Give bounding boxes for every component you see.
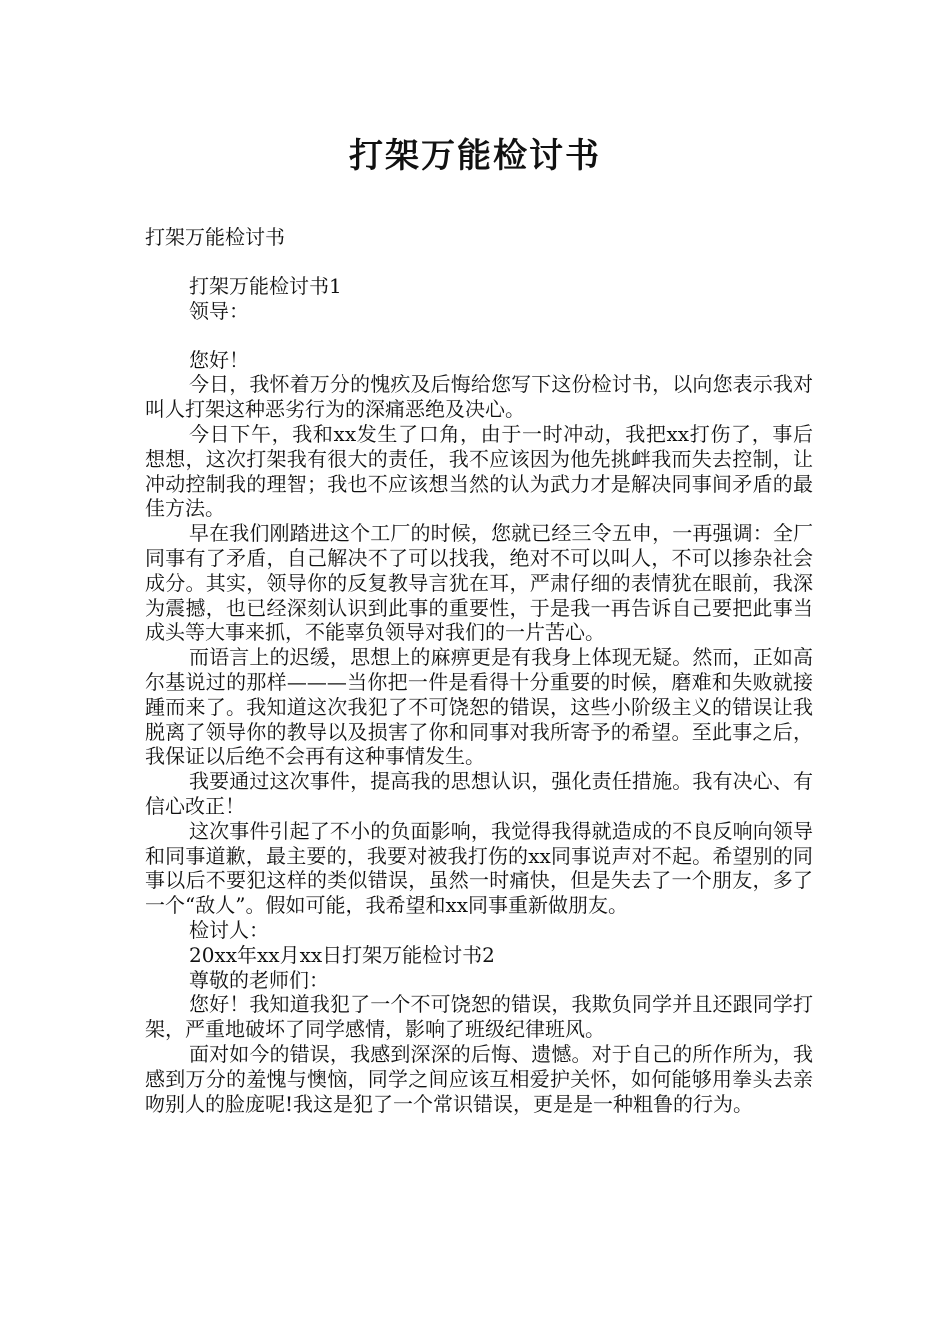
paragraph: 您好！我知道我犯了一个不可饶恕的错误，我欺负同学并且还跟同学打架，严重地破坏了同学感情，影响了班级纪律班风。 bbox=[145, 992, 813, 1042]
paragraph: 面对如今的错误，我感到深深的后悔、遗憾。对于自己的所作所为，我感到万分的羞愧与懊恼，同学之间应该互相爱护关怀，如何能够用拳头去亲吻别人的脸庞呢!我这是犯了一个常识错误，更是是一种粗鲁的行为。 bbox=[145, 1041, 813, 1116]
paragraph: 我要通过这次事件，提高我的思想认识，强化责任措施。我有决心、有信心改正！ bbox=[145, 769, 813, 818]
paragraph: 这次事件引起了不小的负面影响，我觉得我得就造成的不良反响向领导和同事道歉，最主要的，我要对被我打伤的xx同事说声对不起。希望别的同事以后不要犯这样的类似错误，虽然一时痛快，但是失去了一个朋友，多了一个“敌人”。假如可能，我希望和xx同事重新做朋友。 bbox=[145, 818, 813, 918]
paragraph: 早在我们刚踏进这个工厂的时候，您就已经三令五申，一再强调：全厂同事有了矛盾，自己解决不了可以找我，绝对不可以叫人，不可以掺杂社会成分。其实，领导你的反复教导言犹在耳，严肃仔细的表情犹在眼前，我深为震撼，也已经深刻认识到此事的重要性，于是我一再告诉自己要把此事当成头等大事来抓，不能辜负领导对我们的一片苦心。 bbox=[145, 521, 813, 645]
date-and-section-heading-2: 20xx年xx月xx日打架万能检讨书2 bbox=[189, 942, 495, 967]
document-body bbox=[145, 274, 813, 1116]
paragraph: 今日下午，我和xx发生了口角，由于一时冲动，我把xx打伤了，事后想想，这次打架我有很大的责任，我不应该因为他先挑衅我而失去控制，让冲动控制我的理智；我也不应该想当然的认为武力才是解决同事间矛盾的最佳方法。 bbox=[145, 421, 813, 521]
paragraph: 今日，我怀着万分的愧疚及后悔给您写下这份检讨书，以向您表示我对叫人打架这种恶劣行为的深痛恶绝及决心。 bbox=[145, 372, 813, 422]
paragraph: 而语言上的迟缓，思想上的麻痹更是有我身上体现无疑。然而，正如高尔基说过的那样———当你把一件是看得十分重要的时候，磨难和失败就接踵而来了。我知道这次我犯了不可饶恕的错误，这些小阶级主义的错误让我脱离了领导你的教导以及损害了你和同事对我所寄予的希望。至此事之后，我保证以后绝不会再有这种事情发生。 bbox=[145, 645, 813, 769]
document-title: 打架万能检讨书 bbox=[349, 136, 601, 176]
section-heading-1: 打架万能检讨书1 bbox=[189, 274, 342, 298]
salutation: 领导： bbox=[189, 298, 249, 323]
greeting: 您好！ bbox=[189, 347, 249, 372]
document-subtitle: 打架万能检讨书 bbox=[145, 225, 285, 249]
blank-line bbox=[145, 324, 813, 348]
signature-label: 检讨人： bbox=[189, 917, 269, 942]
salutation: 尊敬的老师们： bbox=[189, 967, 329, 992]
